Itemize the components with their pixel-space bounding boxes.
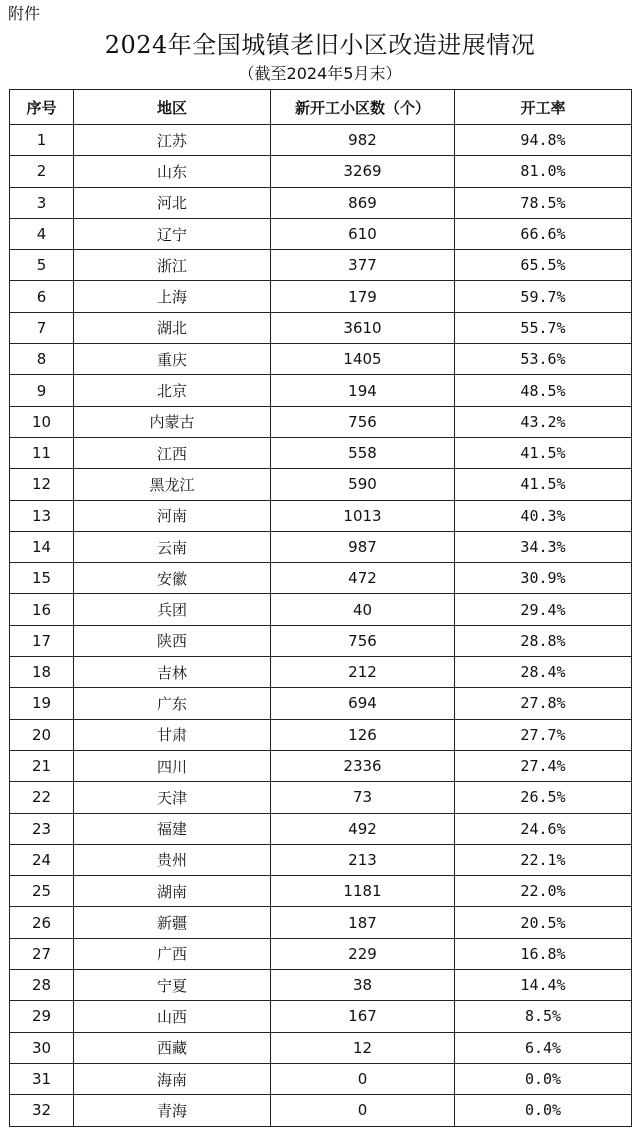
table-row [10,625,632,656]
table-row [10,218,632,249]
table-row [10,1032,632,1063]
table-row [10,876,632,907]
cell-index: 32 [10,1095,74,1126]
cell-index: 31 [10,1063,74,1094]
cell-region: 北京 [74,375,271,406]
table-row [10,500,632,531]
cell-index: 11 [10,437,74,468]
column-header-new-starts: 新开工小区数（个） [271,90,455,125]
table-row [10,312,632,343]
cell-start-rate: 27.8% [455,688,632,719]
cell-region: 天津 [74,782,271,813]
table-row [10,1001,632,1032]
cell-region: 新疆 [74,907,271,938]
cell-region: 福建 [74,813,271,844]
cell-new-starts: 126 [271,719,455,750]
table-row [10,469,632,500]
table-row [10,437,632,468]
cell-index: 21 [10,750,74,781]
cell-index: 27 [10,938,74,969]
table-row [10,1095,632,1126]
cell-region: 辽宁 [74,218,271,249]
cell-start-rate: 66.6% [455,218,632,249]
cell-region: 湖南 [74,876,271,907]
cell-index: 14 [10,531,74,562]
cell-region: 湖北 [74,312,271,343]
cell-region: 广东 [74,688,271,719]
table-row [10,156,632,187]
cell-new-starts: 756 [271,625,455,656]
table-row [10,281,632,312]
cell-index: 13 [10,500,74,531]
cell-new-starts: 590 [271,469,455,500]
cell-index: 28 [10,970,74,1001]
cell-new-starts: 213 [271,844,455,875]
table-row [10,813,632,844]
cell-start-rate: 78.5% [455,187,632,218]
cell-new-starts: 3610 [271,312,455,343]
cell-new-starts: 167 [271,1001,455,1032]
cell-start-rate: 28.8% [455,625,632,656]
cell-region: 河北 [74,187,271,218]
table-row [10,719,632,750]
cell-index: 15 [10,563,74,594]
table-row [10,688,632,719]
cell-start-rate: 65.5% [455,250,632,281]
cell-index: 1 [10,125,74,156]
cell-region: 云南 [74,531,271,562]
cell-index: 25 [10,876,74,907]
cell-index: 20 [10,719,74,750]
table-row [10,938,632,969]
cell-index: 17 [10,625,74,656]
table-header-row [10,90,632,125]
cell-new-starts: 694 [271,688,455,719]
cell-index: 29 [10,1001,74,1032]
cell-index: 5 [10,250,74,281]
cell-new-starts: 492 [271,813,455,844]
table-row [10,970,632,1001]
cell-index: 7 [10,312,74,343]
cell-start-rate: 40.3% [455,500,632,531]
cell-new-starts: 229 [271,938,455,969]
cell-index: 18 [10,657,74,688]
cell-start-rate: 20.5% [455,907,632,938]
cell-new-starts: 2336 [271,750,455,781]
cell-index: 8 [10,344,74,375]
cell-region: 西藏 [74,1032,271,1063]
cell-new-starts: 377 [271,250,455,281]
table-row [10,531,632,562]
cell-index: 6 [10,281,74,312]
cell-new-starts: 187 [271,907,455,938]
cell-start-rate: 48.5% [455,375,632,406]
table-row [10,187,632,218]
cell-index: 26 [10,907,74,938]
table-row [10,657,632,688]
cell-region: 陕西 [74,625,271,656]
cell-region: 海南 [74,1063,271,1094]
cell-new-starts: 40 [271,594,455,625]
cell-new-starts: 610 [271,218,455,249]
cell-index: 19 [10,688,74,719]
cell-new-starts: 756 [271,406,455,437]
cell-new-starts: 1181 [271,876,455,907]
cell-region: 山东 [74,156,271,187]
table-row [10,1063,632,1094]
cell-new-starts: 0 [271,1095,455,1126]
cell-region: 江苏 [74,125,271,156]
cell-new-starts: 0 [271,1063,455,1094]
cell-new-starts: 212 [271,657,455,688]
cell-new-starts: 73 [271,782,455,813]
table-row [10,750,632,781]
cell-new-starts: 1405 [271,344,455,375]
page-title: 2024年全国城镇老旧小区改造进展情况 [104,31,536,59]
column-header-region: 地区 [74,90,271,125]
cell-start-rate: 30.9% [455,563,632,594]
cell-index: 9 [10,375,74,406]
cell-index: 2 [10,156,74,187]
cell-index: 10 [10,406,74,437]
cell-new-starts: 987 [271,531,455,562]
cell-new-starts: 1013 [271,500,455,531]
cell-region: 兵团 [74,594,271,625]
cell-start-rate: 94.8% [455,125,632,156]
cell-new-starts: 558 [271,437,455,468]
cell-new-starts: 38 [271,970,455,1001]
column-header-start-rate: 开工率 [455,90,632,125]
cell-start-rate: 0.0% [455,1063,632,1094]
cell-start-rate: 41.5% [455,437,632,468]
cell-start-rate: 41.5% [455,469,632,500]
cell-index: 16 [10,594,74,625]
column-header-index: 序号 [10,90,74,125]
cell-region: 江西 [74,437,271,468]
cell-start-rate: 28.4% [455,657,632,688]
cell-index: 30 [10,1032,74,1063]
cell-new-starts: 982 [271,125,455,156]
cell-index: 4 [10,218,74,249]
cell-start-rate: 43.2% [455,406,632,437]
cell-start-rate: 27.4% [455,750,632,781]
cell-index: 23 [10,813,74,844]
table-row [10,125,632,156]
cell-region: 广西 [74,938,271,969]
cell-region: 吉林 [74,657,271,688]
cell-new-starts: 472 [271,563,455,594]
cell-start-rate: 8.5% [455,1001,632,1032]
cell-new-starts: 869 [271,187,455,218]
cell-new-starts: 12 [271,1032,455,1063]
table-row [10,907,632,938]
cell-region: 青海 [74,1095,271,1126]
cell-new-starts: 179 [271,281,455,312]
cell-region: 黑龙江 [74,469,271,500]
cell-region: 山西 [74,1001,271,1032]
cell-region: 内蒙古 [74,406,271,437]
cell-region: 四川 [74,750,271,781]
table-row [10,844,632,875]
cell-start-rate: 55.7% [455,312,632,343]
cell-region: 甘肃 [74,719,271,750]
progress-table [9,89,632,1127]
cell-start-rate: 22.0% [455,876,632,907]
cell-region: 安徽 [74,563,271,594]
attachment-label: 附件 [8,4,41,23]
cell-start-rate: 27.7% [455,719,632,750]
cell-region: 河南 [74,500,271,531]
cell-start-rate: 22.1% [455,844,632,875]
cell-region: 宁夏 [74,970,271,1001]
cell-new-starts: 194 [271,375,455,406]
cell-start-rate: 16.8% [455,938,632,969]
cell-start-rate: 53.6% [455,344,632,375]
cell-start-rate: 34.3% [455,531,632,562]
table-row [10,406,632,437]
cell-region: 浙江 [74,250,271,281]
table-body [10,125,632,1127]
page-subtitle: （截至2024年5月末） [238,64,402,83]
cell-new-starts: 3269 [271,156,455,187]
table-row [10,250,632,281]
cell-index: 12 [10,469,74,500]
table-row [10,563,632,594]
cell-start-rate: 14.4% [455,970,632,1001]
table-row [10,344,632,375]
cell-region: 重庆 [74,344,271,375]
table-row [10,375,632,406]
cell-index: 3 [10,187,74,218]
table-row [10,782,632,813]
cell-index: 24 [10,844,74,875]
cell-start-rate: 6.4% [455,1032,632,1063]
cell-start-rate: 29.4% [455,594,632,625]
table-row [10,594,632,625]
cell-region: 上海 [74,281,271,312]
cell-region: 贵州 [74,844,271,875]
cell-start-rate: 81.0% [455,156,632,187]
cell-start-rate: 59.7% [455,281,632,312]
cell-start-rate: 24.6% [455,813,632,844]
cell-start-rate: 0.0% [455,1095,632,1126]
cell-index: 22 [10,782,74,813]
cell-start-rate: 26.5% [455,782,632,813]
